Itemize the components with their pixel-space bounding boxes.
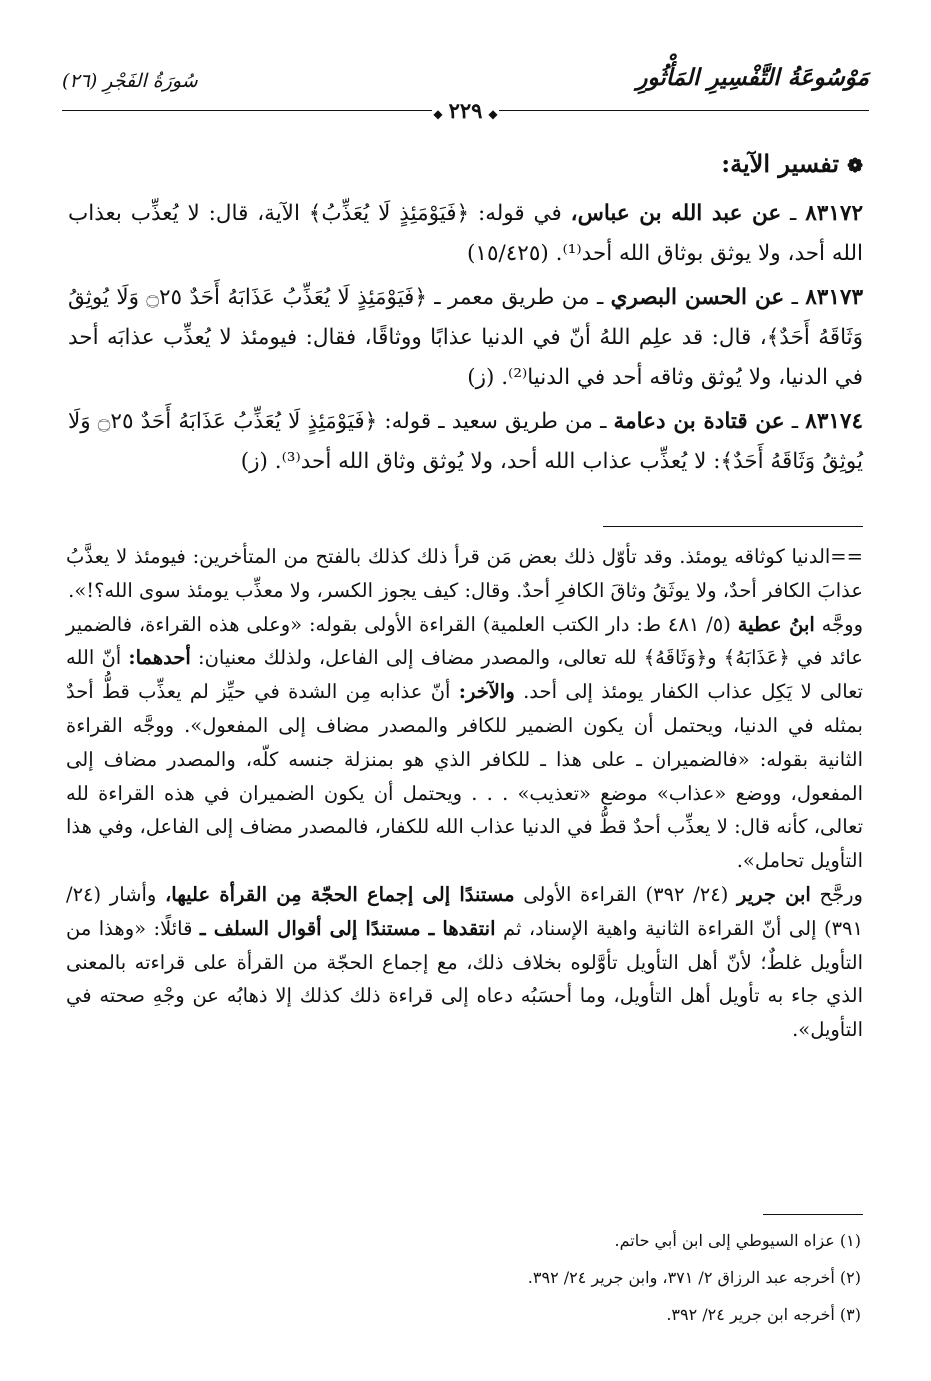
header-rule-left [62, 110, 432, 111]
dash: ـ [791, 409, 799, 434]
bold-phrase: مستندًا إلى إجماع الحجّة مِن القرأة عليها، [164, 882, 515, 906]
commentary-text: ورجَّح [819, 882, 863, 906]
footnote-divider [763, 1214, 863, 1215]
commentary-divider [603, 526, 863, 527]
commentary-text: ووجَّه [821, 612, 863, 636]
header-rule [62, 96, 869, 123]
scholar-name: ابن جرير [736, 882, 811, 906]
footnote: (٢) أخرجه عبد الرزاق ٢/ ٣٧١، وابن جرير ٢٤/ ٣٩٢. [527, 1268, 861, 1287]
entry-number: ٨٣١٧٣ [805, 285, 863, 310]
commentary-text: أنّ الله تعالى لا يَكِل عذاب الكفار يومئذ إلى أحد. [66, 646, 863, 704]
commentary-block [66, 540, 863, 1047]
page-header [62, 60, 869, 123]
section-title: تفسير الآية: [721, 149, 840, 178]
main-text [68, 146, 863, 486]
ornament-icon: ◆ [488, 107, 498, 121]
footnote: (١) عزاه السيوطي إلى ابن أبي حاتم. [614, 1231, 861, 1250]
commentary-text: القراءة الأولى [523, 882, 637, 906]
commentary-paragraph [66, 878, 863, 1047]
bold-phrase: انتقدها ـ مستندًا إلى أقوال السلف ـ [199, 916, 496, 940]
entry-text: ـ من طريق سعيد ـ قوله: ﴿فَيَوْمَئِذٍ لَا يُعَذِّبُ عَذَابَهُ أَحَدٌ ۝٢٥ وَلَا يُوثِقُ وَثَاقَهُ أَحَدٌ﴾: لا يُعذِّب عذاب الله أحد، ولا يُوثق وثاق الله أحد⁽³⁾. (ز) [68, 409, 863, 474]
hadith-entry [68, 402, 863, 482]
scholar-name: ابنُ عطية [737, 612, 815, 636]
section-heading [68, 146, 863, 184]
entry-number: ٨٣١٧٤ [805, 409, 864, 434]
commentary-text: وأشار (٢٤/ ٣٩١) إلى أنّ القراءة الثانية واهية الإسناد، ثم [66, 882, 863, 940]
hadith-entry [68, 278, 863, 398]
hadith-entry [68, 194, 863, 274]
commentary-text: قائلًا: «وهذا من التأويل غلطٌ؛ لأنّ أهل التأويل تأوَّلوه بخلاف ذلك، مع إجماع الحجّة من القرأة على قراءته بالمعنى الذي جاء به تأويل أهل التأويل، وما أحسَبُه دعاه إلى قراءة ذلك كذلك إلا ذهابُه عن وجْهِ صحته في التأويل». [66, 916, 863, 1042]
bold-label: والآخر: [458, 680, 515, 704]
footnote: (٣) أخرجه ابن جرير ٢٤/ ٣٩٢. [666, 1305, 861, 1324]
commentary-paragraph: ==الدنيا كوثاقه يومئذ. وقد تأوّل ذلك بعض مَن قرأ ذلك كذلك بالفتح من المتأخرين: فيومئذ لا يعذَّبُ عذابَ الكافر أحدٌ، ولا يوثَقُ وثاقَ الكافرِ أحدٌ. وقال: كيف يجوز الكسر، ولا معذِّب يومئذ سوى الله؟!». [66, 545, 863, 602]
commentary-paragraph [66, 608, 863, 878]
commentary-text: أنّ عذابه مِن الشدة في حيِّز لم يعذِّب قطُّ أحدٌ بمثله في الدنيا، ويحتمل أن يكون الضمير للكافر والمصدر مضاف إلى المفعول». ووجَّه القراءة الثانية بقوله: «فالضميران ـ على هذا ـ للكافر الذي هو بمنزلة جنسه كلّه، والمصدر مضاف إلى المفعول، ووضع «عذاب» موضع «تعذيب» . . . ويحتمل أن يكون الضميران في هذه القراءة لله تعالى، كأنه قال: لا يعذِّب أحدٌ قطُّ في الدنيا عذاب الله للكفار، فالمصدر مضاف إلى الفاعل، وفي هذا التأويل تحامل». [66, 680, 863, 873]
bold-label: أحدهما: [128, 646, 191, 670]
entry-narrator: عن عبد الله بن عباس، [570, 201, 782, 226]
dash: ـ [790, 201, 797, 226]
header-rule-right [499, 110, 869, 111]
entry-narrator: عن الحسن البصري [610, 285, 785, 310]
page-number: ٢٢٩ [448, 98, 483, 123]
entry-number: ٨٣١٧٢ [805, 201, 863, 226]
reference: (٢٤/ ٣٩٢) [645, 882, 729, 906]
entry-text: في قوله: ﴿فَيَوْمَئِذٍ لَا يُعَذِّبُ﴾ الآية، قال: لا يُعذِّب بعذاب الله أحد، ولا يوثق بوثاق الله أحد⁽¹⁾. (١٥/٤٢٥) [68, 201, 863, 266]
commentary-text: (٥/ ٤٨١ ط: دار الكتب العلمية) القراءة الأولى بقوله: «وعلى هذه القراءة، فالضمير عائد في ﴿عَذَابَهُ﴾ و﴿وَثَاقَهُ﴾ لله تعالى، والمصدر مضاف إلى الفاعل، ولذلك معنيان: [66, 612, 864, 670]
entry-text: ـ من طريق معمر ـ ﴿فَيَوْمَئِذٍ لَا يُعَذِّبُ عَذَابَهُ أَحَدٌ ۝٢٥ وَلَا يُوثِقُ وَثَاقَهُ أَحَدٌ﴾، قال: قد علِم اللهُ أنّ في الدنيا عذابًا ووثاقًا، فقال: فيومئذ لا يُعذِّب عذابَه أحد في الدنيا، ولا يُوثق وثاقه أحد في الدنيا⁽²⁾. (ز) [68, 285, 863, 390]
footnotes [68, 1222, 861, 1333]
dash: ـ [791, 285, 798, 310]
entry-narrator: عن قتادة بن دعامة [613, 409, 785, 434]
ornament-icon: ◆ [433, 107, 443, 121]
surah-title: سُورَةُ الفَجْرِ (٢٦) [62, 70, 198, 92]
page-number-group [427, 98, 503, 123]
book-title: مَوْسُوعَةُ التَّفْسِيرِ المَأْثُورِ [636, 64, 869, 91]
flower-ornament-icon: ❁ [847, 155, 863, 177]
